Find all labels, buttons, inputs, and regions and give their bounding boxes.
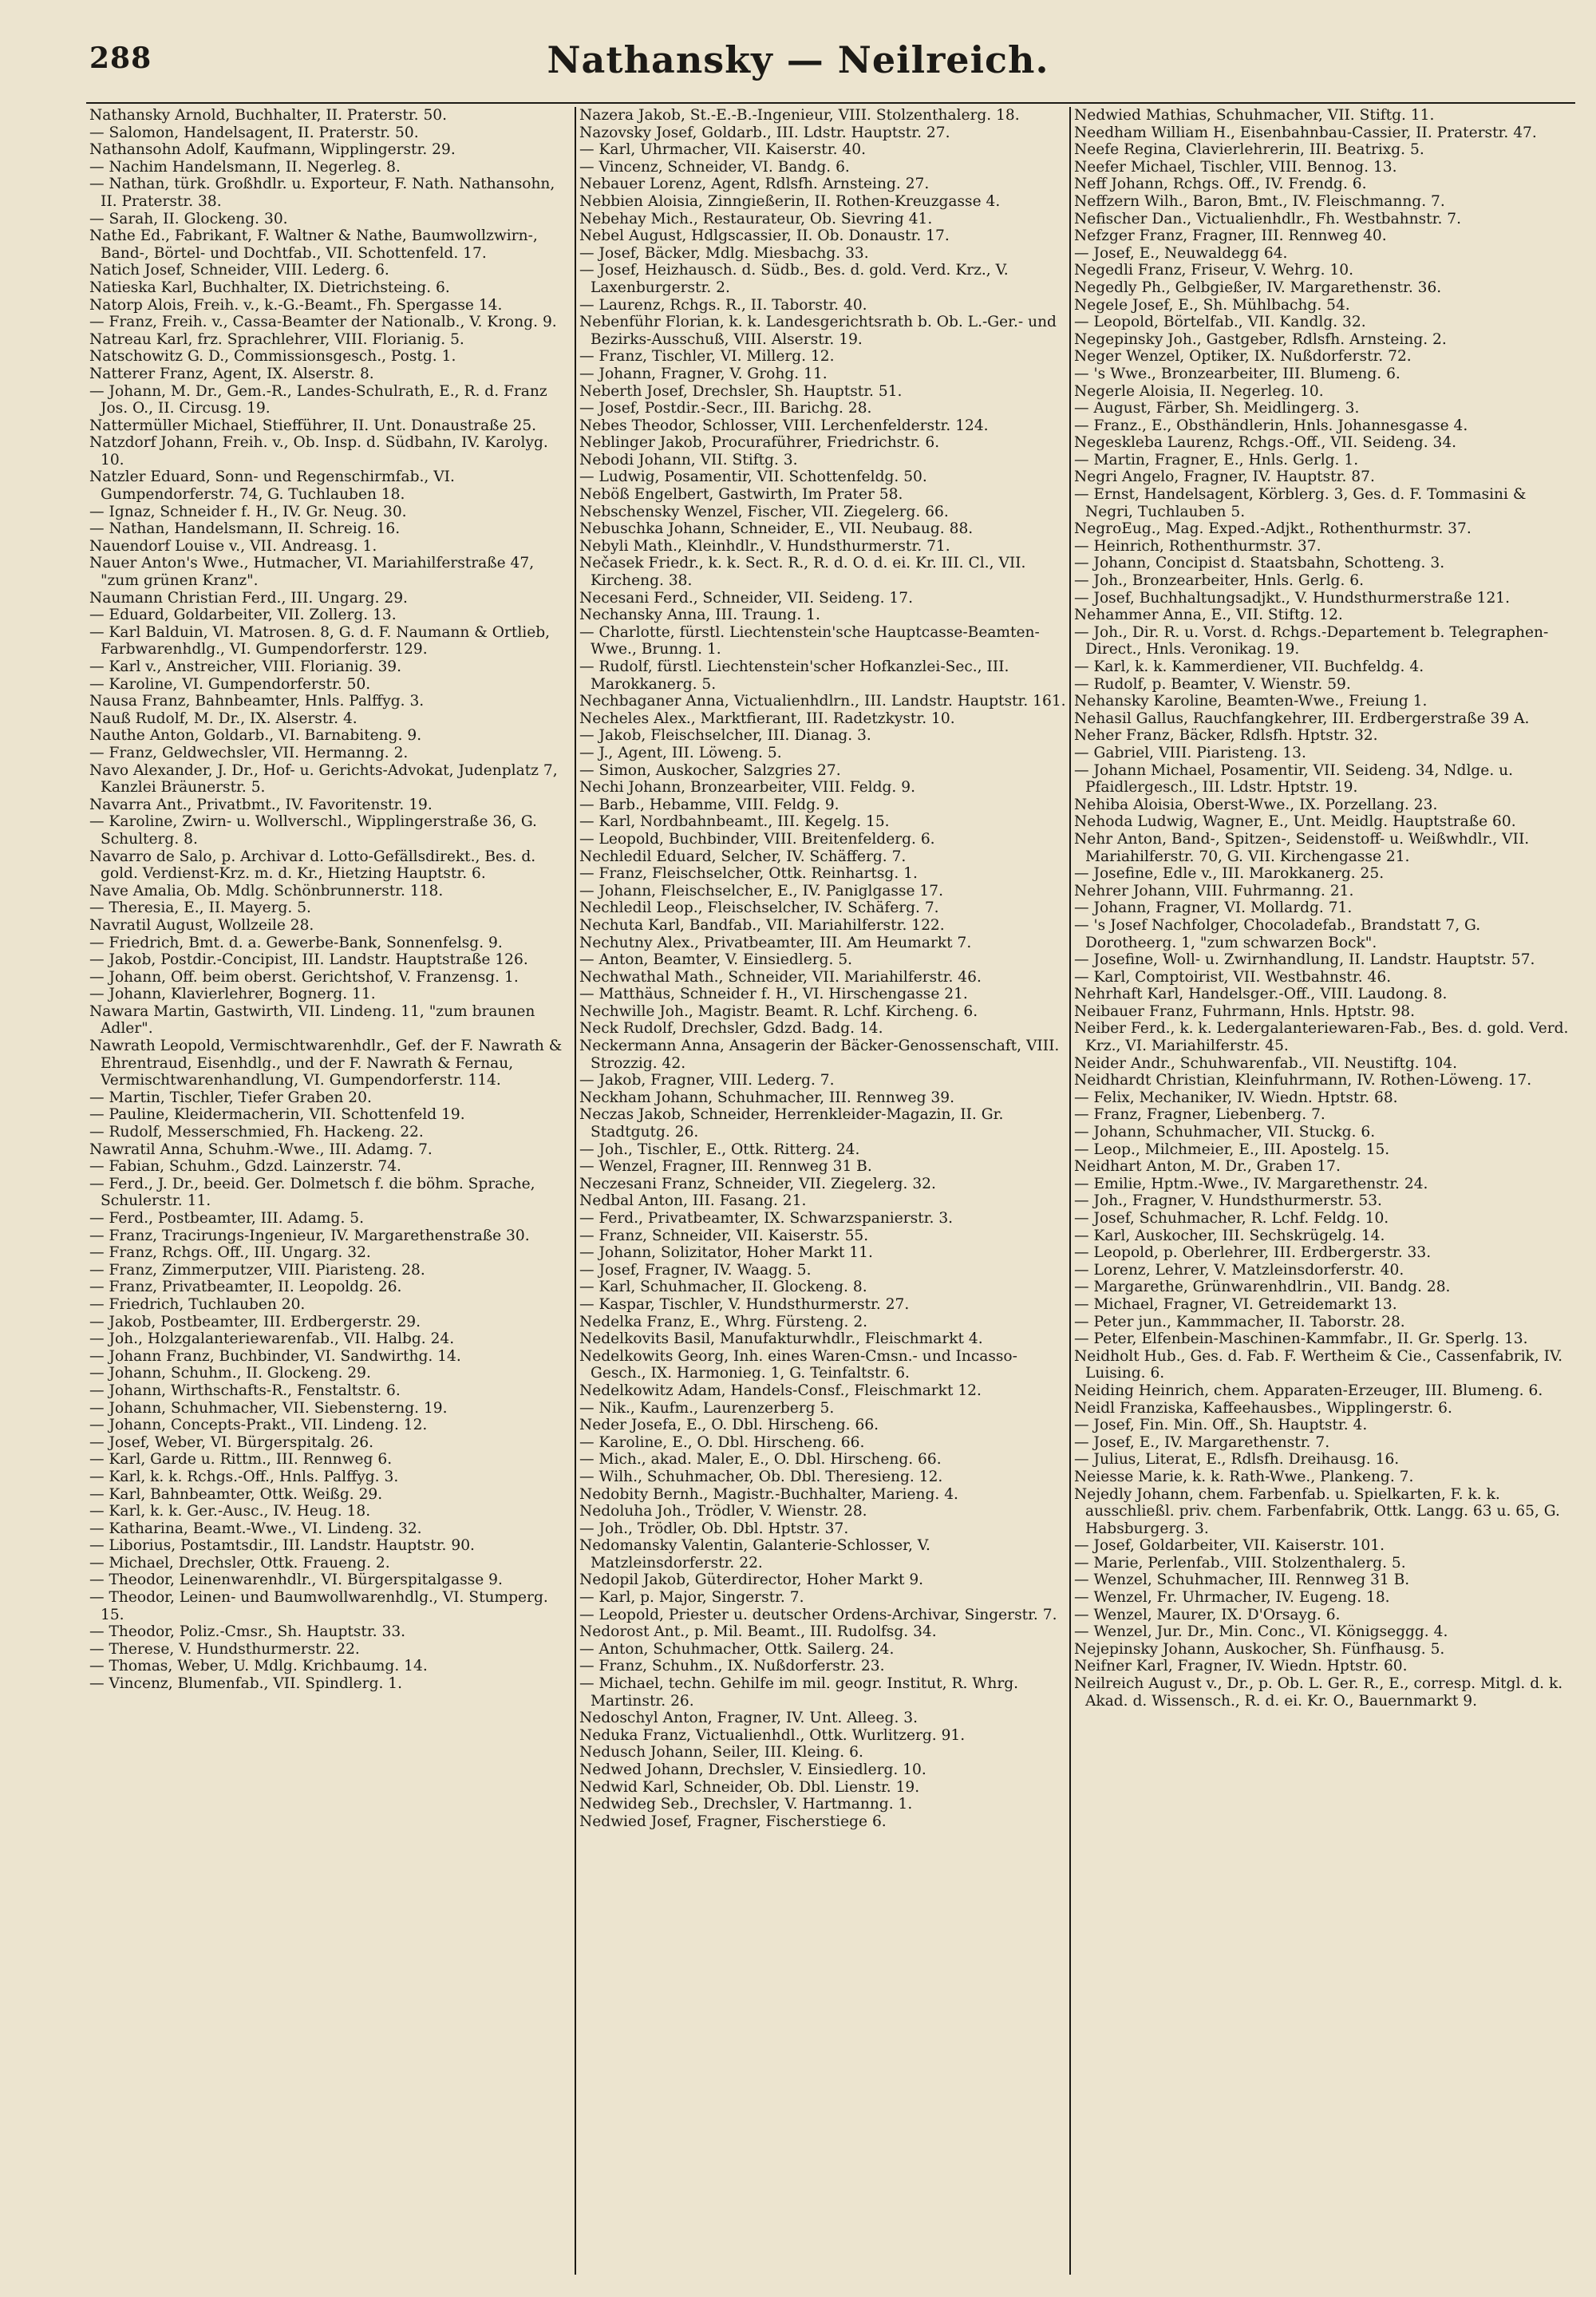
directory-entry: Negedli Franz, Friseur, V. Wehrg. 10. <box>1074 262 1354 279</box>
directory-entry: — Anton, Schuhmacher, Ottk. Sailerg. 24. <box>579 1640 895 1658</box>
directory-entry: — Therese, V. Hundsthurmerstr. 22. <box>89 1640 360 1658</box>
directory-entry: — Johann Michael, Posamentir, VII. Seideng. 34, Ndlge. u. Pfaidlergesch., III. Ldstr. Hptstr. 19. <box>1074 761 1514 797</box>
directory-entry: Neckham Johann, Schuhmacher, III. Rennweg 39. <box>579 1089 954 1106</box>
directory-entry: Neberth Josef, Drechsler, Sh. Hauptstr. 51. <box>579 382 903 400</box>
directory-entry: — Johann, Off. beim oberst. Gerichtshof, V. Franzensg. 1. <box>89 968 519 986</box>
directory-entry: — Simon, Auskocher, Salzgries 27. <box>579 761 841 779</box>
directory-entry: — Mich., akad. Maler, E., O. Dbl. Hirscheng. 66. <box>579 1451 942 1469</box>
directory-entry: — Joh., Dir. R. u. Vorst. d. Rchgs.-Departement b. Telegraphen-Direct., Hnls. Veronikag. 19. <box>1074 623 1549 658</box>
directory-entry: Neczas Jakob, Schneider, Herrenkleider-Magazin, II. Gr. Stadtgutg. 26. <box>579 1106 1004 1141</box>
directory-entry: — August, Färber, Sh. Meidlingerg. 3. <box>1074 400 1360 417</box>
directory-entry: Neder Josefa, E., O. Dbl. Hirscheng. 66. <box>579 1417 879 1434</box>
directory-entry: Nejedly Johann, chem. Farbenfab. u. Spielkarten, F. k. k. ausschließl. priv. chem. Farbenfabrik, Ottk. Langg. 63 u. 65, G. Habsburgerg. 3. <box>1074 1485 1560 1537</box>
directory-entry: — Josef, Bäcker, Mdlg. Miesbachg. 33. <box>579 244 869 262</box>
page-header <box>0 38 1596 94</box>
directory-entry: — Karl, Nordbahnbeamt., III. Kegelg. 15. <box>579 813 890 831</box>
directory-entry: — Rudolf, Messerschmied, Fh. Hackeng. 22. <box>89 1124 424 1141</box>
directory-entry: — Leopold, Priester u. deutscher Ordens-Archivar, Singerstr. 7. <box>579 1606 1057 1623</box>
directory-entry: — Franz, Schneider, VII. Kaiserstr. 55. <box>579 1227 869 1244</box>
directory-entry: Neiber Ferd., k. k. Ledergalanteriewaren-Fab., Bes. d. gold. Verd. Krz., VI. Mariahilferstr. 45. <box>1074 1020 1569 1055</box>
directory-entry: Nedoschyl Anton, Fragner, IV. Unt. Alleeg. 3. <box>579 1710 918 1727</box>
directory-entry: — Marie, Perlenfab., VIII. Stolzenthalerg. 5. <box>1074 1554 1406 1572</box>
directory-entry: Negeskleba Laurenz, Rchgs.-Off., VII. Seideng. 34. <box>1074 434 1457 452</box>
running-head-title: Nathansky — Neilreich. <box>547 38 1049 81</box>
directory-entry: Negri Angelo, Fragner, IV. Hauptstr. 87. <box>1074 468 1375 486</box>
directory-entry: — Jakob, Fleischselcher, III. Dianag. 3. <box>579 727 871 745</box>
directory-entry: Neczesani Franz, Schneider, VII. Ziegelerg. 32. <box>579 1175 936 1192</box>
directory-entry: Nebehay Mich., Restaurateur, Ob. Sievring 41. <box>579 210 933 227</box>
directory-entry: — Laurenz, Rchgs. R., II. Taborstr. 40. <box>579 296 867 314</box>
directory-entry: Neff Johann, Rchgs. Off., IV. Frendg. 6. <box>1074 176 1367 193</box>
directory-entry: — Jakob, Postdir.-Concipist, III. Landstr. Hauptstraße 126. <box>89 951 528 969</box>
directory-entry: — Nachim Handelsmann, II. Negerleg. 8. <box>89 158 401 176</box>
directory-entry: — Gabriel, VIII. Piaristeng. 13. <box>1074 744 1306 761</box>
directory-entry: — Vincenz, Schneider, VI. Bandg. 6. <box>579 158 850 176</box>
directory-entry: — Friedrich, Bmt. d. a. Gewerbe-Bank, Sonnenfelsg. 9. <box>89 934 503 951</box>
directory-entry: Navo Alexander, J. Dr., Hof- u. Gerichts-Advokat, Judenplatz 7, Kanzlei Bräunerstr. 5. <box>89 761 558 797</box>
directory-entry: — Katharina, Beamt.-Wwe., VI. Lindeng. 32. <box>89 1520 422 1537</box>
directory-entry: — Heinrich, Rothenthurmstr. 37. <box>1074 537 1321 555</box>
directory-entry: Navarro de Salo, p. Archivar d. Lotto-Gefällsdirekt., Bes. d. gold. Verdienst-Krz. m. d. Kr., Hietzing Hauptstr. 6. <box>89 848 536 883</box>
page-number: 288 <box>89 42 152 75</box>
directory-entry: Natorp Alois, Freih. v., k.-G.-Beamt., Fh. Spergasse 14. <box>89 296 503 314</box>
directory-entry: Neck Rudolf, Drechsler, Gdzd. Badg. 14. <box>579 1020 883 1038</box>
directory-entry: Nechwille Joh., Magistr. Beamt. R. Lchf. Kircheng. 6. <box>579 1002 978 1020</box>
directory-entry: — Wilh., Schuhmacher, Ob. Dbl. Theresieng. 12. <box>579 1468 943 1485</box>
directory-entry: — Julius, Literat, E., Rdlsfh. Dreihausg. 16. <box>1074 1451 1400 1469</box>
directory-entry: — Franz, Schuhm., IX. Nußdorferstr. 23. <box>579 1658 885 1675</box>
directory-entry: Nehoda Ludwig, Wagner, E., Unt. Meidlg. Hauptstraße 60. <box>1074 813 1516 831</box>
directory-column-1 <box>86 107 576 2275</box>
directory-entry: Nedomansky Valentin, Galanterie-Schlosser, V. Matzleinsdorferstr. 22. <box>579 1537 930 1572</box>
directory-entry: — Johann, Concipist d. Staatsbahn, Schotteng. 3. <box>1074 555 1445 572</box>
directory-entry: Natreau Karl, frz. Sprachlehrer, VIII. Florianig. 5. <box>89 330 464 348</box>
directory-entry: Nauß Rudolf, M. Dr., IX. Alserstr. 4. <box>89 710 358 727</box>
directory-entry: Nebenführ Florian, k. k. Landesgerichtsrath b. Ob. L.-Ger.- und Bezirks-Ausschuß, VIII. Alserstr. 19. <box>579 314 1057 348</box>
directory-entry: Nausa Franz, Bahnbeamter, Hnls. Palffyg. 3. <box>89 693 425 710</box>
directory-entry: — Johann, Fleischselcher, E., IV. Paniglgasse 17. <box>579 882 943 899</box>
directory-entry: — Johann, Klavierlehrer, Bognerg. 11. <box>89 986 376 1003</box>
directory-entry: — Liborius, Postamtsdir., III. Landstr. Hauptstr. 90. <box>89 1537 475 1555</box>
directory-entry: — Josef, Fin. Min. Off., Sh. Hauptstr. 4. <box>1074 1417 1368 1434</box>
directory-entry: — Johann, M. Dr., Gem.-R., Landes-Schulrath, E., R. d. Franz Jos. O., II. Circusg. 19. <box>89 382 547 417</box>
directory-entry: — Nathan, türk. Großhdlr. u. Exporteur, F. Nath. Nathansohn, II. Praterstr. 38. <box>89 176 555 210</box>
directory-entry: Neiesse Marie, k. k. Rath-Wwe., Plankeng. 7. <box>1074 1468 1414 1485</box>
directory-entry: — Margarethe, Grünwarenhdlrin., VII. Bandg. 28. <box>1074 1279 1451 1296</box>
directory-entry: Nechansky Anna, III. Traung. 1. <box>579 607 820 624</box>
directory-entry: — Michael, techn. Gehilfe im mil. geogr. Institut, R. Whrg. Martinstr. 26. <box>579 1675 1019 1710</box>
directory-entry: — Theresia, E., II. Mayerg. 5. <box>89 899 311 917</box>
directory-entry: — Sarah, II. Glockeng. 30. <box>89 210 288 227</box>
directory-entry: — Karl, Bahnbeamter, Ottk. Weißg. 29. <box>89 1485 383 1503</box>
directory-entry: Neifner Karl, Fragner, IV. Wiedn. Hptstr. 60. <box>1074 1658 1408 1675</box>
directory-entry: Neiding Heinrich, chem. Apparaten-Erzeuger, III. Blumeng. 6. <box>1074 1382 1543 1399</box>
directory-entry: Neffzern Wilh., Baron, Bmt., IV. Fleischmanng. 7. <box>1074 192 1445 210</box>
directory-entry: — Franz, Fragner, Liebenberg. 7. <box>1074 1106 1325 1124</box>
directory-entry: Nattermüller Michael, Stiefführer, II. Unt. Donaustraße 25. <box>89 417 537 434</box>
directory-entry: Neger Wenzel, Optiker, IX. Nußdorferstr. 72. <box>1074 348 1412 366</box>
directory-entry: Neefer Michael, Tischler, VIII. Bennog. 13. <box>1074 158 1397 176</box>
header-rule <box>86 102 1575 104</box>
directory-entry: Nebodi Johann, VII. Stiftg. 3. <box>579 451 798 468</box>
directory-entry: — 's Josef Nachfolger, Chocoladefab., Brandstatt 7, G. Dorotheerg. 1, "zum schwarzen Bock". <box>1074 916 1481 951</box>
directory-entry: Nedopil Jakob, Güterdirector, Hoher Markt 9. <box>579 1572 924 1589</box>
directory-entry: Navarra Ant., Privatbmt., IV. Favoritenstr. 19. <box>89 796 433 813</box>
directory-entry: Needham William H., Eisenbahnbau-Cassier, II. Praterstr. 47. <box>1074 124 1537 141</box>
directory-entry: — Johann, Fragner, VI. Mollardg. 71. <box>1074 899 1353 917</box>
directory-entry: — Karl, Uhrmacher, VII. Kaiserstr. 40. <box>579 141 866 159</box>
directory-entry: Neidhardt Christian, Kleinfuhrmann, IV. Rothen-Löweng. 17. <box>1074 1072 1532 1089</box>
directory-entry: Nathe Ed., Fabrikant, F. Waltner & Nathe, Baumwollzwirn-, Band-, Börtel- und Dochtfab., VII. Schottenfeld. 17. <box>89 227 538 262</box>
directory-entry: — Joh., Trödler, Ob. Dbl. Hptstr. 37. <box>579 1520 849 1537</box>
directory-entry: Nedelkovits Basil, Manufakturwhdlr., Fleischmarkt 4. <box>579 1330 983 1348</box>
directory-entry: — Felix, Mechaniker, IV. Wiedn. Hptstr. 68. <box>1074 1089 1398 1106</box>
directory-entry: Nebauer Lorenz, Agent, Rdlsfh. Arnsteing. 27. <box>579 176 930 193</box>
directory-entry: Nechledil Eduard, Selcher, IV. Schäfferg. 7. <box>579 848 907 865</box>
directory-entry: — Leop., Milchmeier, E., III. Apostelg. 15. <box>1074 1141 1390 1158</box>
directory-entry: Neckermann Anna, Ansagerin der Bäcker-Genossenschaft, VIII. Strozzig. 42. <box>579 1038 1060 1072</box>
directory-entry: — Josefine, Woll- u. Zwirnhandlung, II. Landstr. Hauptstr. 57. <box>1074 951 1535 969</box>
directory-entry: Nedoluha Joh., Trödler, V. Wienstr. 28. <box>579 1503 867 1520</box>
directory-entry: Nedelka Franz, E., Whrg. Fürsteng. 2. <box>579 1313 868 1330</box>
directory-entry: — Martin, Tischler, Tiefer Graben 20. <box>89 1089 372 1106</box>
directory-entry: — Karl, k. k. Ger.-Ausc., IV. Heug. 18. <box>89 1503 371 1520</box>
directory-entry: Nebschensky Wenzel, Fischer, VII. Ziegelerg. 66. <box>579 503 949 520</box>
directory-entry: Nedbal Anton, III. Fasang. 21. <box>579 1192 807 1210</box>
directory-entry: — Franz, Fleischselcher, Ottk. Reinhartsg. 1. <box>579 865 918 883</box>
directory-entry: Neduka Franz, Victualienhdl., Ottk. Wurlitzerg. 91. <box>579 1726 966 1744</box>
directory-entry: Nebes Theodor, Schlosser, VIII. Lerchenfelderstr. 124. <box>579 417 989 434</box>
directory-entry: — Karl, Schuhmacher, II. Glockeng. 8. <box>579 1279 867 1296</box>
directory-entry: Nechutny Alex., Privatbeamter, III. Am Heumarkt 7. <box>579 934 972 951</box>
directory-entry: Negedly Ph., Gelbgießer, IV. Margarethenstr. 36. <box>1074 279 1442 296</box>
directory-entry: — Theodor, Poliz.-Cmsr., Sh. Hauptstr. 33. <box>89 1623 406 1641</box>
directory-entry: Nebbien Aloisia, Zinngießerin, II. Rothen-Kreuzgasse 4. <box>579 192 1001 210</box>
directory-entry: — Karoline, Zwirn- u. Wollverschl., Wipplingerstraße 36, G. Schulterg. 8. <box>89 813 537 848</box>
directory-entry: — Ernst, Handelsagent, Körblerg. 3, Ges. d. F. Tommasini & Negri, Tuchlauben 5. <box>1074 486 1527 520</box>
directory-entry: — Nik., Kaufm., Laurenzerberg 5. <box>579 1399 835 1417</box>
directory-entry: — Joh., Bronzearbeiter, Hnls. Gerlg. 6. <box>1074 572 1365 590</box>
directory-entry: Nejepinsky Johann, Auskocher, Sh. Fünfhausg. 5. <box>1074 1640 1445 1658</box>
directory-entry: — Johann, Schuhm., II. Glockeng. 29. <box>89 1365 371 1382</box>
directory-entry: — Karl v., Anstreicher, VIII. Florianig. 39. <box>89 658 402 675</box>
directory-entry: Nedwied Josef, Fragner, Fischerstiege 6. <box>579 1813 887 1830</box>
directory-entry: Nathansohn Adolf, Kaufmann, Wipplingerstr. 29. <box>89 141 456 159</box>
directory-entry: Nedwid Karl, Schneider, Ob. Dbl. Lienstr. 19. <box>579 1778 920 1796</box>
directory-entry: — Joh., Fragner, V. Hundsthurmerstr. 53. <box>1074 1192 1382 1210</box>
directory-entry: — Josef, E., Neuwaldegg 64. <box>1074 244 1288 262</box>
directory-entry: — Jakob, Postbeamter, III. Erdbergerstr. 29. <box>89 1313 421 1330</box>
directory-entry: — Franz, Zimmerputzer, VIII. Piaristeng. 28. <box>89 1261 425 1279</box>
directory-entry: Neblinger Jakob, Procuraführer, Friedrichstr. 6. <box>579 434 940 452</box>
directory-entry: — Ferd., J. Dr., beeid. Ger. Dolmetsch f. die böhm. Sprache, Schulerstr. 11. <box>89 1175 535 1210</box>
directory-entry: — Josef, Goldarbeiter, VII. Kaiserstr. 101. <box>1074 1537 1385 1555</box>
directory-entry: — Jakob, Fragner, VIII. Lederg. 7. <box>579 1072 835 1089</box>
directory-entry: — Wenzel, Schuhmacher, III. Rennweg 31 B. <box>1074 1572 1410 1589</box>
directory-entry: — Karl Balduin, VI. Matrosen. 8, G. d. F. Naumann & Ortlieb, Farbwarenhdlg., VI. Gumpendorferstr. 129. <box>89 623 551 658</box>
directory-entry: — Barb., Hebamme, VIII. Feldg. 9. <box>579 796 839 813</box>
directory-entry: — Matthäus, Schneider f. H., VI. Hirschengasse 21. <box>579 986 968 1003</box>
directory-entry: NegroEug., Mag. Exped.-Adjkt., Rothenthurmstr. 37. <box>1074 520 1472 538</box>
directory-entry: — Emilie, Hptm.-Wwe., IV. Margarethenstr. 24. <box>1074 1175 1428 1192</box>
directory-entry: Negepinsky Joh., Gastgeber, Rdlsfh. Arnsteing. 2. <box>1074 330 1447 348</box>
directory-entry: Natieska Karl, Buchhalter, IX. Dietrichsteing. 6. <box>89 279 450 296</box>
directory-entry: Nedelkowits Georg, Inh. eines Waren-Cmsn.- und Incasso-Gesch., IX. Harmonieg. 1, G. Teinfaltstr. 6. <box>579 1347 1017 1382</box>
directory-entry: Neher Franz, Bäcker, Rdlsfh. Hptstr. 32. <box>1074 727 1378 745</box>
directory-entry: Nehrhaft Karl, Handelsger.-Off., VIII. Laudong. 8. <box>1074 986 1448 1003</box>
directory-entry: — Ferd., Privatbeamter, IX. Schwarzspanierstr. 3. <box>579 1210 954 1227</box>
directory-entry: — Wenzel, Maurer, IX. D'Orsayg. 6. <box>1074 1606 1341 1623</box>
directory-entry: Necheles Alex., Marktfierant, III. Radetzkystr. 10. <box>579 710 955 727</box>
directory-entry: — Karl, k. k. Rchgs.-Off., Hnls. Palffyg. 3. <box>89 1468 399 1485</box>
directory-entry: — Franz, Tischler, VI. Millerg. 12. <box>579 348 835 366</box>
directory-entry: — Karl, Auskocher, III. Sechskrügelg. 14. <box>1074 1227 1385 1244</box>
directory-entry: — Josefine, Edle v., III. Marokkanerg. 25. <box>1074 865 1385 883</box>
directory-entry: Nedwideg Seb., Drechsler, V. Hartmanng. 1. <box>579 1796 913 1813</box>
directory-entry: Nechwathal Math., Schneider, VII. Mariahilferstr. 46. <box>579 968 982 986</box>
directory-entry: — Wenzel, Jur. Dr., Min. Conc., VI. Königseggg. 4. <box>1074 1623 1448 1641</box>
directory-entry: Nechbaganer Anna, Victualienhdlrn., III. Landstr. Hauptstr. 161. <box>579 693 1066 710</box>
directory-entry: Nave Amalia, Ob. Mdlg. Schönbrunnerstr. 118. <box>89 882 444 899</box>
directory-entry: — Salomon, Handelsagent, II. Praterstr. 50. <box>89 124 419 141</box>
directory-entry: — Johann, Wirthschafts-R., Fenstaltstr. 6. <box>89 1382 401 1399</box>
directory-entry: — Friedrich, Tuchlauben 20. <box>89 1295 306 1313</box>
directory-entry: Nedusch Johann, Seiler, III. Kleing. 6. <box>579 1744 863 1761</box>
directory-entry: — Leopold, Börtelfab., VII. Kandlg. 32. <box>1074 314 1366 331</box>
directory-entry: Nathansky Arnold, Buchhalter, II. Praterstr. 50. <box>89 107 448 124</box>
directory-entry: Natich Josef, Schneider, VIII. Lederg. 6. <box>89 262 389 279</box>
directory-entry: Negerle Aloisia, II. Negerleg. 10. <box>1074 382 1324 400</box>
directory-entry: Nebyli Math., Kleinhdlr., V. Hundsthurmerstr. 71. <box>579 537 950 555</box>
directory-entry: — Lorenz, Lehrer, V. Matzleinsdorferstr. 40. <box>1074 1261 1404 1279</box>
directory-entry: — Pauline, Kleidermacherin, VII. Schottenfeld 19. <box>89 1106 465 1124</box>
directory-entry: Nedorost Ant., p. Mil. Beamt., III. Rudolfsg. 34. <box>579 1623 937 1641</box>
directory-entry: — Wenzel, Fr. Uhrmacher, IV. Eugeng. 18. <box>1074 1589 1390 1607</box>
directory-entry: Neefe Regina, Clavierlehrerin, III. Beatrixg. 5. <box>1074 141 1424 159</box>
directory-entry: — Karoline, VI. Gumpendorferstr. 50. <box>89 675 371 693</box>
directory-entry: Nefischer Dan., Victualienhdlr., Fh. Westbahnstr. 7. <box>1074 210 1462 227</box>
directory-entry: — Charlotte, fürstl. Liechtenstein'sche Hauptcasse-Beamten-Wwe., Brunng. 1. <box>579 623 1040 658</box>
directory-entry: — Karl, k. k. Kammerdiener, VII. Buchfeldg. 4. <box>1074 658 1424 675</box>
directory-entry: — Leopold, Buchbinder, VIII. Breitenfelderg. 6. <box>579 830 935 848</box>
directory-entry: — Franz., E., Obsthändlerin, Hnls. Johannesgasse 4. <box>1074 417 1468 434</box>
directory-entry: Nehammer Anna, E., VII. Stiftg. 12. <box>1074 607 1343 624</box>
directory-entry: — Johann, Schuhmacher, VII. Siebensterng. 19. <box>89 1399 448 1417</box>
directory-entry: — Karoline, E., O. Dbl. Hirscheng. 66. <box>579 1433 865 1451</box>
directory-entry: Nehrer Johann, VIII. Fuhrmanng. 21. <box>1074 882 1354 899</box>
directory-entry: Nehansky Karoline, Beamten-Wwe., Freiung 1. <box>1074 693 1428 710</box>
directory-entry: — Fabian, Schuhm., Gdzd. Lainzerstr. 74. <box>89 1158 401 1176</box>
directory-entry: — Josef, Schuhmacher, R. Lchf. Feldg. 10. <box>1074 1210 1389 1227</box>
directory-entry: Nazera Jakob, St.-E.-B.-Ingenieur, VIII. Stolzenthalerg. 18. <box>579 107 1020 124</box>
directory-entry: — Eduard, Goldarbeiter, VII. Zollerg. 13. <box>89 607 397 624</box>
directory-entry: — Josef, Heizhausch. d. Südb., Bes. d. gold. Verd. Krz., V. Laxenburgerstr. 2. <box>579 262 1009 296</box>
directory-entry: — Peter jun., Kammmacher, II. Taborstr. 28. <box>1074 1313 1405 1330</box>
directory-column-3 <box>1071 107 1572 2275</box>
directory-entry: Nechi Johann, Bronzearbeiter, VIII. Feldg. 9. <box>579 779 915 797</box>
directory-entry: — Vincenz, Blumenfab., VII. Spindlerg. 1. <box>89 1675 403 1693</box>
directory-entry: — Johann, Fragner, V. Grohg. 11. <box>579 365 828 382</box>
directory-entry: Nauthe Anton, Goldarb., VI. Barnabiteng. 9. <box>89 727 422 745</box>
directory-entry: — Anton, Beamter, V. Einsiedlerg. 5. <box>579 951 853 969</box>
directory-entry: Nebuschka Johann, Schneider, E., VII. Neubaug. 88. <box>579 520 974 538</box>
directory-column-2 <box>576 107 1071 2275</box>
directory-entry: — Josef, Fragner, IV. Waagg. 5. <box>579 1261 812 1279</box>
directory-entry: — Johann Franz, Buchbinder, VI. Sandwirthg. 14. <box>89 1347 461 1365</box>
directory-entry: Navratil August, Wollzeile 28. <box>89 916 314 934</box>
directory-entry: — Franz, Rchgs. Off., III. Ungarg. 32. <box>89 1244 371 1262</box>
directory-entry: Neidholt Hub., Ges. d. Fab. F. Wertheim & Cie., Cassenfabrik, IV. Luising. 6. <box>1074 1347 1563 1382</box>
directory-entry: Neider Andr., Schuhwarenfab., VII. Neustiftg. 104. <box>1074 1054 1457 1072</box>
directory-entry: — Johann, Concepts-Prakt., VII. Lindeng. 12. <box>89 1417 428 1434</box>
directory-entry: — Johann, Schuhmacher, VII. Stuckg. 6. <box>1074 1124 1376 1141</box>
directory-entry: — Ludwig, Posamentir, VII. Schottenfeldg. 50. <box>579 468 927 486</box>
directory-entry: Nefzger Franz, Fragner, III. Rennweg 40. <box>1074 227 1387 245</box>
directory-entry: Necesani Ferd., Schneider, VII. Seideng. 17. <box>579 589 913 607</box>
directory-entry: — Karl, Garde u. Rittm., III. Rennweg 6. <box>89 1451 393 1469</box>
directory-entry: Nehr Anton, Band-, Spitzen-, Seidenstoff- u. Weißwhdlr., VII. Mariahilferstr. 70, G. VII. Kirchengasse 21. <box>1074 830 1530 865</box>
directory-entry: Neilreich August v., Dr., p. Ob. L. Ger. R., E., corresp. Mitgl. d. k. Akad. d. Wissensch., R. d. ei. Kr. O., Bauernmarkt 9. <box>1074 1675 1563 1710</box>
directory-entry: Negele Josef, E., Sh. Mühlbachg. 54. <box>1074 296 1350 314</box>
directory-entry: — Johann, Solizitator, Hoher Markt 11. <box>579 1244 873 1262</box>
directory-entry: Nedwed Johann, Drechsler, V. Einsiedlerg. 10. <box>579 1761 926 1778</box>
directory-entry: — Joh., Tischler, E., Ottk. Ritterg. 24. <box>579 1141 860 1158</box>
directory-entry: Natterer Franz, Agent, IX. Alserstr. 8. <box>89 365 374 382</box>
directory-entry: — 's Wwe., Bronzearbeiter, III. Blumeng. 6. <box>1074 365 1400 382</box>
directory-entry: Natzler Eduard, Sonn- und Regenschirmfab., VI. Gumpendorferstr. 74, G. Tuchlauben 18. <box>89 468 455 504</box>
directory-entry: Natschowitz G. D., Commissionsgesch., Postg. 1. <box>89 348 456 366</box>
directory-entry: Nauer Anton's Wwe., Hutmacher, VI. Mariahilferstraße 47, "zum grünen Kranz". <box>89 555 535 590</box>
directory-entry: Nauendorf Louise v., VII. Andreasg. 1. <box>89 537 377 555</box>
directory-entry: — Joh., Holzgalanteriewarenfab., VII. Halbg. 24. <box>89 1330 455 1348</box>
directory-entry: — Franz, Privatbeamter, II. Leopoldg. 26. <box>89 1279 402 1296</box>
directory-entry: — Karl, Comptoirist, VII. Westbahnstr. 46. <box>1074 968 1392 986</box>
directory-entry: — Josef, Buchhaltungsadjkt., V. Hundsthurmerstraße 121. <box>1074 589 1511 607</box>
directory-entry: — Franz, Geldwechsler, VII. Hermanng. 2. <box>89 744 409 761</box>
directory-entry: Neböß Engelbert, Gastwirth, Im Prater 58. <box>579 486 903 504</box>
directory-entry: Natzdorf Johann, Freih. v., Ob. Insp. d. Südbahn, IV. Karolyg. 10. <box>89 434 548 468</box>
directory-entry: — Josef, Weber, VI. Bürgerspitalg. 26. <box>89 1433 374 1451</box>
directory-entry: — Kaspar, Tischler, V. Hundsthurmerstr. 27. <box>579 1295 910 1313</box>
directory-entry: — Wenzel, Fragner, III. Rennweg 31 B. <box>579 1158 872 1176</box>
directory-entry: — Josef, Postdir.-Secr., III. Barichg. 28. <box>579 400 872 417</box>
directory-entry: — Peter, Elfenbein-Maschinen-Kammfabr., II. Gr. Sperlg. 13. <box>1074 1330 1528 1348</box>
directory-entry: Nedelkowitz Adam, Handels-Consf., Fleischmarkt 12. <box>579 1382 982 1399</box>
directory-entry: — Ignaz, Schneider f. H., IV. Gr. Neug. 30. <box>89 503 407 520</box>
directory-entry: — Michael, Fragner, VI. Getreidemarkt 13. <box>1074 1295 1397 1313</box>
directory-entry: Neibauer Franz, Fuhrmann, Hnls. Hptstr. 98. <box>1074 1002 1416 1020</box>
directory-entry: — Franz, Freih. v., Cassa-Beamter der Nationalb., V. Krong. 9. <box>89 314 557 331</box>
directory-entry: — Franz, Tracirungs-Ingenieur, IV. Margarethenstraße 30. <box>89 1227 530 1244</box>
directory-columns <box>86 107 1575 2275</box>
directory-entry: — Theodor, Leinen- und Baumwollwarenhdlg., VI. Stumperg. 15. <box>89 1589 548 1623</box>
directory-entry: Nedobity Bernh., Magistr.-Buchhalter, Marieng. 4. <box>579 1485 958 1503</box>
directory-entry: Nedwied Mathias, Schuhmacher, VII. Stiftg. 11. <box>1074 107 1435 124</box>
directory-entry: — Leopold, p. Oberlehrer, III. Erdbergerstr. 33. <box>1074 1244 1432 1262</box>
directory-entry: Nehasil Gallus, Rauchfangkehrer, III. Erdbergerstraße 39 A. <box>1074 710 1530 727</box>
directory-entry: — Thomas, Weber, U. Mdlg. Krichbaumg. 14. <box>89 1658 428 1675</box>
directory-entry: Nečasek Friedr., k. k. Sect. R., R. d. O. d. ei. Kr. III. Cl., VII. Kircheng. 38. <box>579 555 1026 590</box>
directory-entry: — Michael, Drechsler, Ottk. Fraueng. 2. <box>89 1554 390 1572</box>
directory-entry: Nechledil Leop., Fleischselcher, IV. Schäferg. 7. <box>579 899 939 917</box>
directory-entry: Naumann Christian Ferd., III. Ungarg. 29. <box>89 589 408 607</box>
directory-entry: Neidl Franziska, Kaffeehausbes., Wipplingerstr. 6. <box>1074 1399 1452 1417</box>
directory-entry: — Theodor, Leinenwarenhdlr., VI. Bürgerspitalgasse 9. <box>89 1572 503 1589</box>
directory-entry: — Rudolf, p. Beamter, V. Wienstr. 59. <box>1074 675 1351 693</box>
directory-entry: Neidhart Anton, M. Dr., Graben 17. <box>1074 1158 1341 1176</box>
directory-entry: — Josef, E., IV. Margarethenstr. 7. <box>1074 1433 1330 1451</box>
directory-entry: — J., Agent, III. Löweng. 5. <box>579 744 782 761</box>
directory-entry: — Martin, Fragner, E., Hnls. Gerlg. 1. <box>1074 451 1359 468</box>
directory-entry: — Rudolf, fürstl. Liechtenstein'scher Hofkanzlei-Sec., III. Marokkanerg. 5. <box>579 658 1009 693</box>
directory-entry: Nebel August, Hdlgscassier, II. Ob. Donaustr. 17. <box>579 227 950 245</box>
directory-entry: — Ferd., Postbeamter, III. Adamg. 5. <box>89 1210 365 1227</box>
directory-entry: Nazovsky Josef, Goldarb., III. Ldstr. Hauptstr. 27. <box>579 124 950 141</box>
directory-entry: Nehiba Aloisia, Oberst-Wwe., IX. Porzellang. 23. <box>1074 796 1438 813</box>
directory-entry: Nawara Martin, Gastwirth, VII. Lindeng. 11, "zum braunen Adler". <box>89 1002 535 1038</box>
directory-entry: — Nathan, Handelsmann, II. Schreig. 16. <box>89 520 401 538</box>
directory-entry: Nawratil Anna, Schuhm.-Wwe., III. Adamg. 7. <box>89 1141 433 1158</box>
directory-entry: Nawrath Leopold, Vermischtwarenhdlr., Gef. der F. Nawrath & Ehrentraud, Eisenhdlg., und der F. Nawrath & Fernau, Vermischtwarenhandlung, VI. Gumpendorferstr. 114. <box>89 1038 563 1089</box>
directory-entry: — Karl, p. Major, Singerstr. 7. <box>579 1589 804 1607</box>
directory-entry: Nechuta Karl, Bandfab., VII. Mariahilferstr. 122. <box>579 916 945 934</box>
